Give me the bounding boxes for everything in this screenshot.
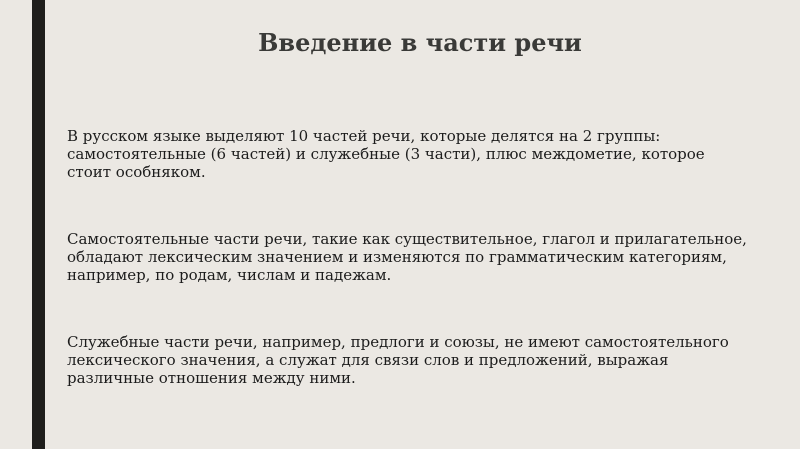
paragraph-parts-of-speech-overview: В русском языке выделяют 10 частей речи, которые делятся на 2 группы: самостоятельные (6 частей) и служебные (3 части), плюс междометие, которое стоит особняком. (67, 127, 705, 181)
slide-title: Введение в части речи (258, 28, 582, 57)
paragraph-independent-parts: Самостоятельные части речи, такие как существительное, глагол и прилагательное, обладают лексическим значением и изменяются по грамматическим категориям, например, по родам, числам и падежам. (67, 230, 747, 284)
left-accent-bar (32, 0, 45, 449)
paragraph-auxiliary-parts: Служебные части речи, например, предлоги и союзы, не имеют самостоятельного лексического значения, а служат для связи слов и предложений, выражая различные отношения между ними. (67, 333, 729, 387)
